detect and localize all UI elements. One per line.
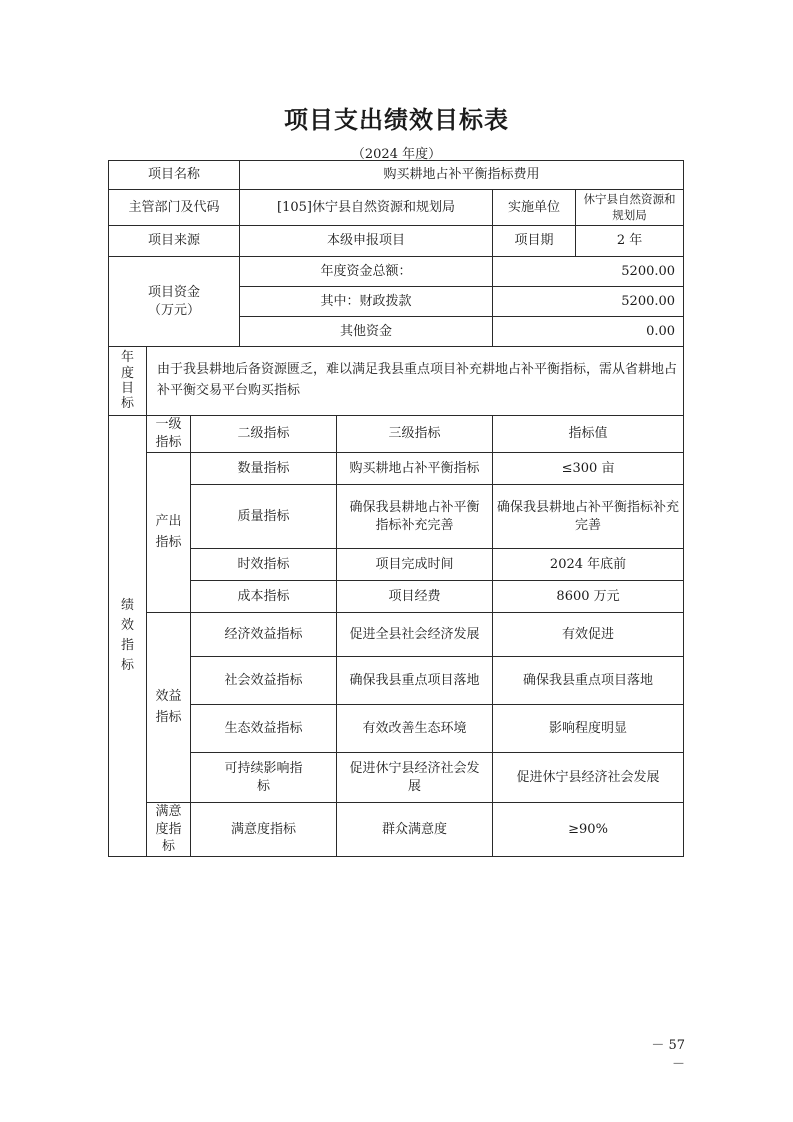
document-subtitle: （2024 年度） (351, 147, 442, 162)
value-header: 指标值 (493, 416, 684, 453)
period-label: 项目期 (493, 226, 576, 257)
satisfaction-value: ≥90% (493, 803, 684, 857)
funds-fiscal-value: 5200.00 (493, 287, 684, 317)
level2-header: 二级指标 (191, 416, 337, 453)
level1-header: 一级 指标 (147, 416, 191, 453)
dept-value: [105]休宁县自然资源和规划局 (240, 190, 493, 226)
output-indicator-label: 产出 指标 (147, 453, 191, 613)
source-value: 本级申报项目 (240, 226, 493, 257)
table-row (109, 753, 684, 803)
table-row (109, 453, 684, 485)
impl-unit-value: 休宁县自然资源和规划局 (576, 190, 684, 226)
benefit-value: 确保我县重点项目落地 (493, 657, 684, 705)
document-title: 项目支出绩效目标表 (284, 106, 509, 134)
benefit-level3: 确保我县重点项目落地 (337, 657, 493, 705)
output-value: 确保我县耕地占补平衡指标补充 完善 (493, 485, 684, 549)
satisfaction-indicator-label: 满意 度指 标 (147, 803, 191, 857)
benefit-level2: 可持续影响指 标 (191, 753, 337, 803)
impl-unit-label: 实施单位 (493, 190, 576, 226)
funds-fiscal-label: 其中：财政拨款 (240, 287, 493, 317)
table-row (109, 803, 684, 857)
table-row (109, 705, 684, 753)
benefit-level2: 社会效益指标 (191, 657, 337, 705)
table-row (109, 581, 684, 613)
satisfaction-level3: 群众满意度 (337, 803, 493, 857)
funds-other-value: 0.00 (493, 317, 684, 347)
benefit-level3: 促进休宁县经济社会发 展 (337, 753, 493, 803)
output-level2: 数量指标 (191, 453, 337, 485)
funds-label (109, 257, 240, 347)
project-name-label: 项目名称 (109, 161, 240, 190)
output-level2: 成本指标 (191, 581, 337, 613)
performance-goal-table (108, 160, 684, 857)
source-label: 项目来源 (109, 226, 240, 257)
table-row (109, 657, 684, 705)
benefit-value: 影响程度明显 (493, 705, 684, 753)
benefit-level2: 生态效益指标 (191, 705, 337, 753)
funds-other-label: 其他资金 (240, 317, 493, 347)
page-number: － 57 － (651, 1038, 685, 1072)
annual-goal-label: 年 度 目 标 (109, 347, 147, 416)
funds-total-value: 5200.00 (493, 257, 684, 287)
output-level3: 项目经费 (337, 581, 493, 613)
output-value: ≤300 亩 (493, 453, 684, 485)
period-value: 2 年 (576, 226, 684, 257)
satisfaction-level2: 满意度指标 (191, 803, 337, 857)
output-level3: 确保我县耕地占补平衡 指标补充完善 (337, 485, 493, 549)
table-row (109, 485, 684, 549)
benefit-indicator-label: 效益 指标 (147, 613, 191, 803)
benefit-level2: 经济效益指标 (191, 613, 337, 657)
funds-label-line2: （万元） (148, 302, 201, 318)
benefit-value: 促进休宁县经济社会发展 (493, 753, 684, 803)
funds-label-line1: 项目资金 (148, 284, 201, 300)
output-level2: 时效指标 (191, 549, 337, 581)
table-row (109, 549, 684, 581)
benefit-level3: 促进全县社会经济发展 (337, 613, 493, 657)
annual-goal-text: 由于我县耕地后备资源匮乏，难以满足我县重点项目补充耕地占补平衡指标，需从省耕地占补平衡交易平台购买指标 (147, 347, 684, 416)
table-row (109, 613, 684, 657)
output-value: 2024 年底前 (493, 549, 684, 581)
indicators-section-label: 绩 效 指 标 (109, 416, 147, 857)
project-name-value: 购买耕地占补平衡指标费用 (240, 161, 684, 190)
output-level3: 购买耕地占补平衡指标 (337, 453, 493, 485)
output-level3: 项目完成时间 (337, 549, 493, 581)
level3-header: 三级指标 (337, 416, 493, 453)
funds-total-label: 年度资金总额： (240, 257, 493, 287)
dept-label: 主管部门及代码 (109, 190, 240, 226)
benefit-value: 有效促进 (493, 613, 684, 657)
benefit-level3: 有效改善生态环境 (337, 705, 493, 753)
output-level2: 质量指标 (191, 485, 337, 549)
output-value: 8600 万元 (493, 581, 684, 613)
